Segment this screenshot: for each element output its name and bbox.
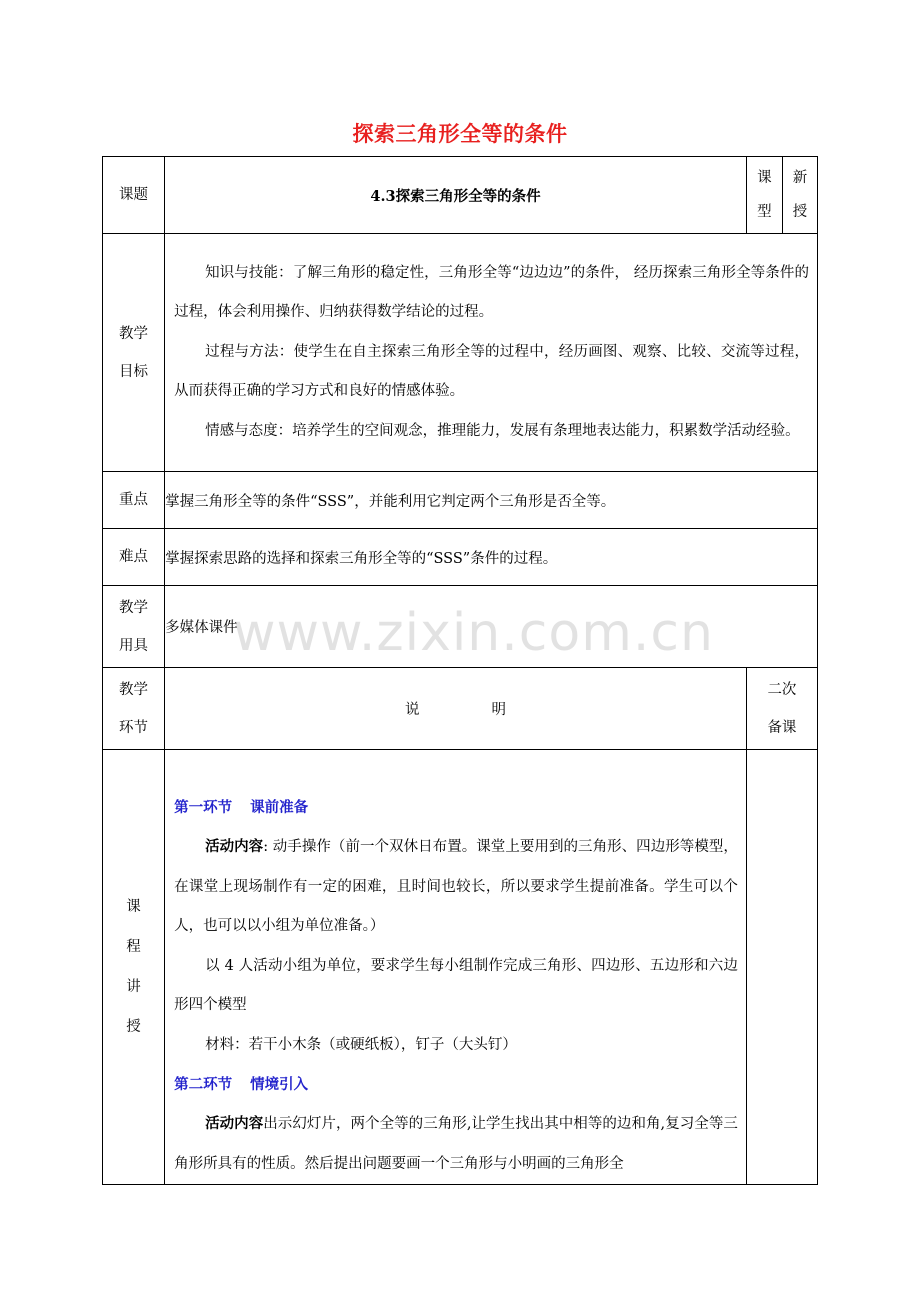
difficulty-label: 难点 — [103, 529, 165, 586]
lesson-type-label: 课 型 — [746, 157, 782, 234]
section-2-activity: 活动内容出示幻灯片，两个全等的三角形,让学生找出其中相等的边和角,复习全等三角形所具有的性质。然后提出问题要画一个三角形与小明画的三角形全 — [174, 1115, 738, 1172]
goals-content — [165, 234, 818, 472]
page-title: 探索三角形全等的条件 — [352, 121, 568, 146]
lecture-content — [165, 750, 747, 1185]
goal-process: 过程与方法：使学生在自主探索三角形全等的过程中，经历画图、观察、比较、交流等过程，从而获得正确的学习方式和良好的情感体验。 — [174, 343, 809, 400]
topic-value: 4.3探索三角形全等的条件 — [165, 157, 747, 234]
tools-value: 多媒体课件 — [165, 586, 818, 668]
lecture-label: 课 程 讲 授 — [103, 750, 165, 1185]
stage-header-row — [103, 668, 818, 750]
second-prep-cell — [746, 750, 817, 1185]
section-1-heading: 第一环节 课前准备 — [174, 799, 309, 816]
key-point-row — [103, 472, 818, 529]
lesson-plan-table — [102, 156, 818, 1185]
lesson-type-value: 新 授 — [782, 157, 817, 234]
difficulty-value: 掌握探索思路的选择和探索三角形全等的“SSS”条件的过程。 — [165, 529, 818, 586]
stage-label: 教学 环节 — [103, 668, 165, 750]
goals-row — [103, 234, 818, 472]
topic-label: 课题 — [103, 157, 165, 234]
goal-knowledge: 知识与技能：了解三角形的稳定性，三角形全等“边边边”的条件， 经历探索三角形全等条件的过程，体会利用操作、归纳获得数学结论的过程。 — [174, 264, 809, 321]
section-1-material: 材料：若干小木条（或硬纸板），钉子（大头钉） — [205, 1036, 517, 1053]
difficulty-row — [103, 529, 818, 586]
tools-label: 教学 用具 — [103, 586, 165, 668]
lecture-row — [103, 750, 818, 1185]
key-point-value: 掌握三角形全等的条件“SSS”，并能利用它判定两个三角形是否全等。 — [165, 472, 818, 529]
section-1-group: 以 4 人活动小组为单位，要求学生每小组制作完成三角形、四边形、五边形和六边形四个模型 — [174, 957, 738, 1013]
key-point-label: 重点 — [103, 472, 165, 529]
goals-label: 教学 目标 — [103, 234, 165, 472]
section-2-heading: 第二环节 情境引入 — [174, 1076, 309, 1093]
tools-row — [103, 586, 818, 668]
section-1-activity: 活动内容: 动手操作（前一个双休日布置。课堂上要用到的三角形、四边形等模型，在课堂上现场制作有一定的困难，且时间也较长，所以要求学生提前准备。学生可以个人，也可以以小组为单位准备。） — [174, 838, 738, 934]
watermark: www.zixin.com.cn — [233, 603, 714, 663]
topic-row — [103, 157, 818, 234]
goal-attitude: 情感与态度：培养学生的空间观念，推理能力，发展有条理地表达能力，积累数学活动经验。 — [205, 422, 800, 439]
description-header: 说 明 — [165, 668, 747, 750]
second-prep-label: 二次 备课 — [746, 668, 817, 750]
